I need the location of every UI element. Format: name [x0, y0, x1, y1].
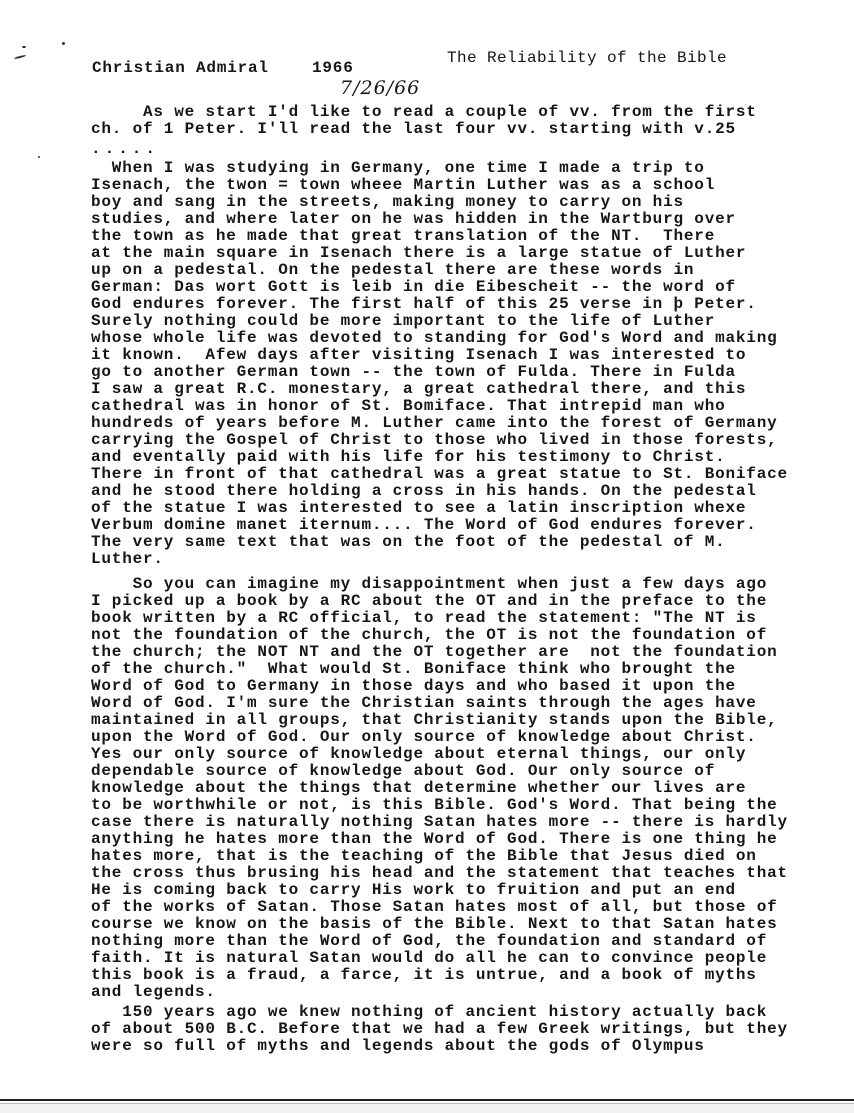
scan-speck — [22, 46, 26, 48]
text-line: not the foundation of the church, the OT is not the foundation of — [91, 626, 768, 644]
text-line: and legends. — [91, 983, 216, 1001]
intro-paragraph — [91, 104, 757, 138]
text-line: whose whole life was devoted to standing for God's Word and making — [91, 329, 778, 347]
text-line: and eventally paid with his life for his testimony to Christ. — [91, 448, 726, 466]
text-line: the church; the NOT NT and the OT together are not the foundation — [91, 643, 778, 661]
text-line: Word of God. I'm sure the Christian saints through the ages have — [91, 694, 757, 712]
text-line: cathedral was in honor of St. Bomiface. That intrepid man who — [91, 397, 726, 415]
paragraph-luther — [91, 160, 788, 568]
text-line: I saw a great R.C. monestary, a great cathedral there, and this — [91, 380, 747, 398]
text-line: God endures forever. The first half of this 25 verse in þ Peter. — [91, 295, 757, 313]
text-line: go to another German town -- the town of Fulda. There in Fulda — [91, 363, 736, 381]
text-line: I picked up a book by a RC about the OT and in the preface to the — [91, 592, 768, 610]
scan-speck — [38, 156, 40, 158]
text-line: 150 years ago we knew nothing of ancient history actually back — [91, 1003, 768, 1021]
paragraph-disappointment — [91, 576, 788, 1001]
handwritten-date: 7/26/66 — [340, 77, 421, 99]
text-line: of the works of Satan. Those Satan hates most of all, but those of — [91, 898, 778, 916]
text-line: anything he hates more than the Word of God. There is one thing he — [91, 830, 778, 848]
text-line: ch. of 1 Peter. I'll read the last four vv. starting with v.25 — [91, 120, 736, 138]
text-line: When I was studying in Germany, one time I made a trip to — [91, 159, 705, 177]
text-line: The very same text that was on the foot of the pedestal of M. — [91, 533, 726, 551]
text-line: of the church." What would St. Boniface think who brought the — [91, 660, 736, 678]
text-line: this book is a fraud, a farce, it is untrue, and a book of myths — [91, 966, 757, 984]
text-line: nothing more than the Word of God, the foundation and standard of — [91, 932, 768, 950]
text-line: carrying the Gospel of Christ to those who lived in those forests, — [91, 431, 778, 449]
text-line: the town as he made that great translation of the NT. There — [91, 227, 716, 245]
text-line: book written by a RC official, to read the statement: "The NT is — [91, 609, 757, 627]
text-line: and he stood there holding a cross in his hands. On the pedestal — [91, 482, 757, 500]
text-line: of the statue I was interested to see a latin inscription whexe — [91, 499, 747, 517]
text-line: hundreds of years before M. Luther came into the forest of Germany — [91, 414, 778, 432]
text-line: So you can imagine my disappointment when just a few days ago — [91, 575, 768, 593]
text-line: German: Das wort Gott is leib in die Eibescheit -- the word of — [91, 278, 736, 296]
text-line: hates more, that is the teaching of the Bible that Jesus died on — [91, 847, 757, 865]
year: 1966 — [312, 59, 354, 77]
text-line: were so full of myths and legends about the gods of Olympus — [91, 1037, 705, 1055]
text-line: studies, and where later on he was hidden in the Wartburg over — [91, 210, 736, 228]
text-line: Verbum domine manet iternum.... The Word of God endures forever. — [91, 516, 757, 534]
text-line: Yes our only source of knowledge about eternal things, our only — [91, 745, 747, 763]
scan-speck — [14, 54, 26, 59]
paragraph-ancient-history — [91, 1004, 788, 1055]
text-line: There in front of that cathedral was a great statue to St. Boniface — [91, 465, 788, 483]
scan-speck — [62, 42, 65, 45]
ellipsis-dots: ..... — [91, 140, 160, 158]
text-line: Word of God to Germany in those days and who based it upon the — [91, 677, 736, 695]
page-bottom-edge — [0, 1099, 854, 1101]
text-line: it known. Afew days after visiting Isenach I was interested to — [91, 346, 747, 364]
text-line: dependable source of knowledge about God. Our only source of — [91, 762, 716, 780]
text-line: course we know on the basis of the Bible. Next to that Satan hates — [91, 915, 778, 933]
text-line: Surely nothing could be more important to the life of Luther — [91, 312, 716, 330]
text-line: at the main square in Isenach there is a large statue of Luther — [91, 244, 747, 262]
text-line: Luther. — [91, 550, 164, 568]
text-line: maintained in all groups, that Christianity stands upon the Bible, — [91, 711, 778, 729]
organization-name: Christian Admiral — [92, 59, 269, 77]
text-line: case there is naturally nothing Satan hates more -- there is hardly — [91, 813, 788, 831]
text-line: He is coming back to carry His work to fruition and put an end — [91, 881, 736, 899]
text-line: to be worthwhile or not, is this Bible. God's Word. That being the — [91, 796, 778, 814]
text-line: knowledge about the things that determine whether our lives are — [91, 779, 747, 797]
text-line: the cross thus brusing his head and the statement that teaches that — [91, 864, 788, 882]
text-line: upon the Word of God. Our only source of knowledge about Christ. — [91, 728, 757, 746]
text-line: up on a pedestal. On the pedestal there are these words in — [91, 261, 695, 279]
document-title: The Reliability of the Bible — [447, 49, 728, 67]
text-line: Isenach, the twon = town wheee Martin Luther was as a school — [91, 176, 716, 194]
text-line: As we start I'd like to read a couple of vv. from the first — [91, 103, 757, 121]
text-line: boy and sang in the streets, making money to carry on his — [91, 193, 684, 211]
text-line: of about 500 B.C. Before that we had a few Greek writings, but they — [91, 1020, 788, 1038]
text-line: faith. It is natural Satan would do all he can to convince people — [91, 949, 768, 967]
